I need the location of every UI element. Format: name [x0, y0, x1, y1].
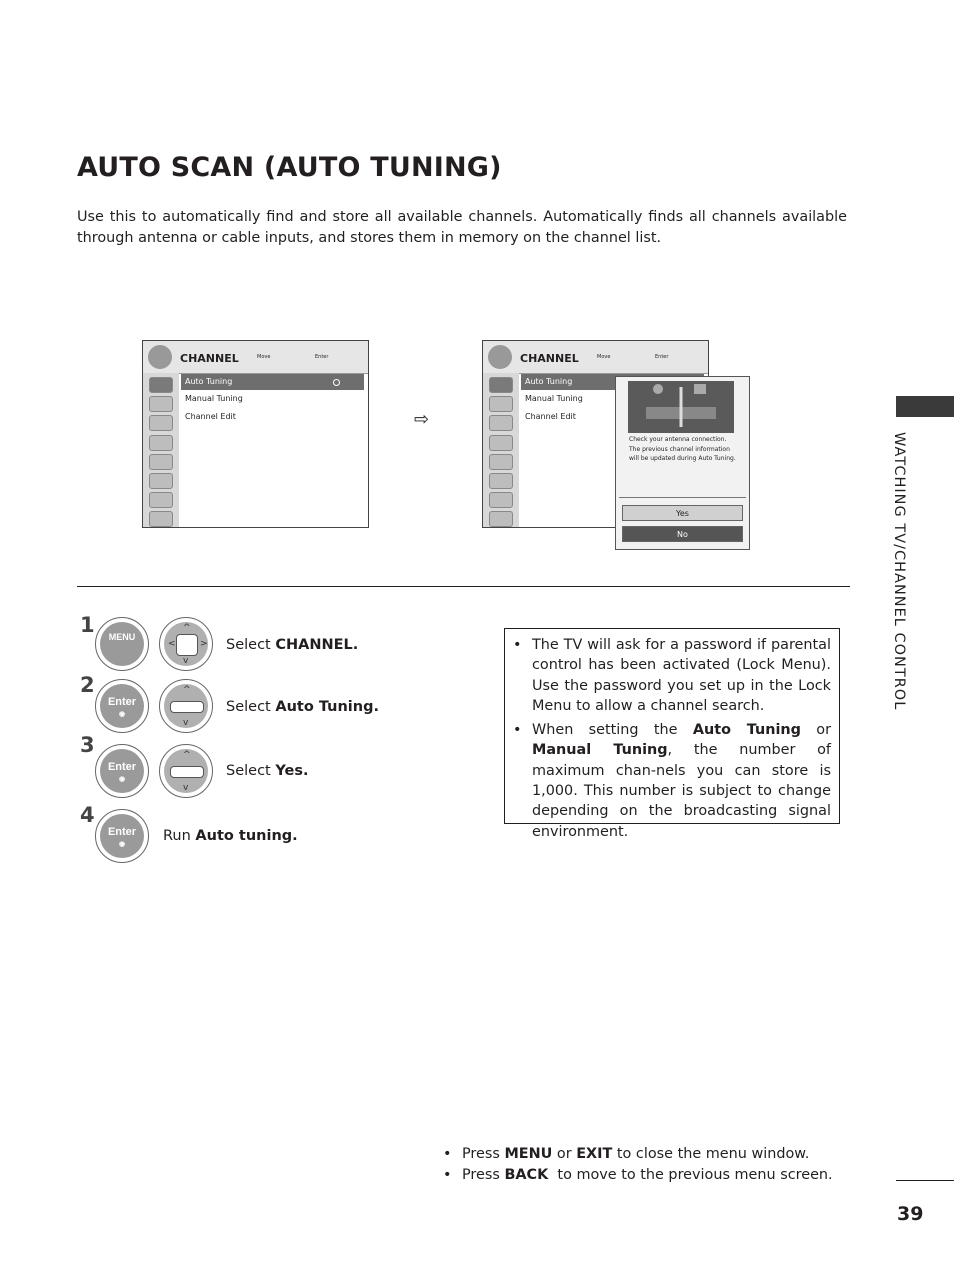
picture-icon [489, 396, 513, 412]
option-icon [489, 454, 513, 470]
note-max-channels: • When setting the Auto Tuning or Manual Tuning, the number of maximum chan-nels you can store is 1,000. This number is subject to change depending on the broadcasting signal environment. [513, 720, 831, 842]
bottom-notes [443, 1144, 833, 1185]
menu-header-title: CHANNEL [180, 352, 239, 365]
side-section-label: WATCHING TV/CHANNEL CONTROL [891, 432, 907, 711]
enter-button-label: Enter [107, 761, 137, 773]
enter-dot-icon: ◉ [118, 776, 126, 783]
antenna-connection-icon [628, 381, 734, 433]
input-icon [489, 492, 513, 508]
menu-header-title: CHANNEL [520, 352, 579, 365]
section-divider [77, 586, 850, 587]
enter-dot-icon: ◉ [118, 841, 126, 848]
lock-icon [149, 473, 173, 489]
navigation-pad-icon: ^ v < > [159, 617, 213, 671]
step-number-2: 2 [80, 673, 95, 697]
menu-button-icon [95, 617, 149, 671]
menu-item-channel-edit: Channel Edit [185, 412, 236, 421]
channel-logo-icon [488, 345, 512, 369]
step-2-text: Select Auto Tuning. [226, 699, 379, 715]
channel-menu-screenshot-1 [142, 340, 369, 528]
enter-dot-icon [333, 379, 340, 386]
menu-item-manual-tuning: Manual Tuning [525, 394, 583, 403]
page-number: 39 [897, 1203, 924, 1225]
step-3-text: Select Yes. [226, 763, 309, 779]
section-tab [896, 396, 954, 417]
enter-button-label: Enter [107, 826, 137, 838]
move-hint: Move [257, 354, 271, 360]
usb-icon [149, 511, 173, 527]
time-icon [489, 435, 513, 451]
enter-button-icon [95, 679, 149, 733]
audio-icon [489, 415, 513, 431]
menu-item-manual-tuning: Manual Tuning [185, 394, 243, 403]
enter-button-icon [95, 744, 149, 798]
enter-button-label: Enter [107, 696, 137, 708]
notes-box [504, 628, 840, 840]
step-4-text: Run Auto tuning. [163, 828, 298, 844]
input-icon [149, 492, 173, 508]
up-down-pad-icon: ^ v [159, 679, 213, 733]
menu-header [143, 341, 368, 374]
intro-paragraph: Use this to automatically find and store all available channels. Automatically finds all channels available through antenna or cable inputs, and stores them in memory on the channel list. [77, 209, 847, 246]
time-icon [149, 435, 173, 451]
note-password: • The TV will ask for a password if parental control has been activated (Lock Menu). Use the password you set up in the Lock Menu to allow a channel search. [513, 635, 831, 716]
menu-icon-column [483, 373, 519, 527]
note-close-menu: • Press MENU or EXIT to close the menu window. [443, 1144, 833, 1165]
channel-logo-icon [148, 345, 172, 369]
enter-hint: Enter [315, 354, 329, 360]
lock-icon [489, 473, 513, 489]
step-1-text: Select CHANNEL. [226, 637, 359, 653]
no-button[interactable]: No [622, 526, 743, 542]
step-number-4: 4 [80, 803, 95, 827]
enter-dot-icon: ◉ [118, 711, 126, 718]
note-back: • Press BACK to move to the previous menu screen. [443, 1165, 833, 1186]
menu-item-auto-tuning: Auto Tuning [181, 374, 364, 390]
arrow-right-icon: ⇨ [414, 409, 430, 430]
yes-button[interactable]: Yes [622, 505, 743, 521]
picture-icon [149, 396, 173, 412]
page-title: AUTO SCAN (AUTO TUNING) [77, 152, 502, 183]
up-down-pad-icon: ^ v [159, 744, 213, 798]
page-number-rule [896, 1180, 954, 1181]
channel-icon [489, 377, 513, 393]
option-icon [149, 454, 173, 470]
menu-header [483, 341, 708, 374]
menu-icon-column [143, 373, 179, 527]
audio-icon [149, 415, 173, 431]
enter-hint: Enter [655, 354, 669, 360]
step-number-3: 3 [80, 733, 95, 757]
channel-icon [149, 377, 173, 393]
menu-item-channel-edit: Channel Edit [525, 412, 576, 421]
menu-item-auto-tuning: Auto Tuning [521, 374, 704, 390]
auto-tuning-popup [615, 376, 750, 550]
menu-button-label: MENU [108, 632, 136, 642]
popup-message: Check your antenna connection. The previous channel information will be updated during Auto Tuning. [629, 436, 736, 462]
popup-divider [619, 497, 746, 498]
step-number-1: 1 [80, 613, 95, 637]
usb-icon [489, 511, 513, 527]
enter-button-icon [95, 809, 149, 863]
move-hint: Move [597, 354, 611, 360]
